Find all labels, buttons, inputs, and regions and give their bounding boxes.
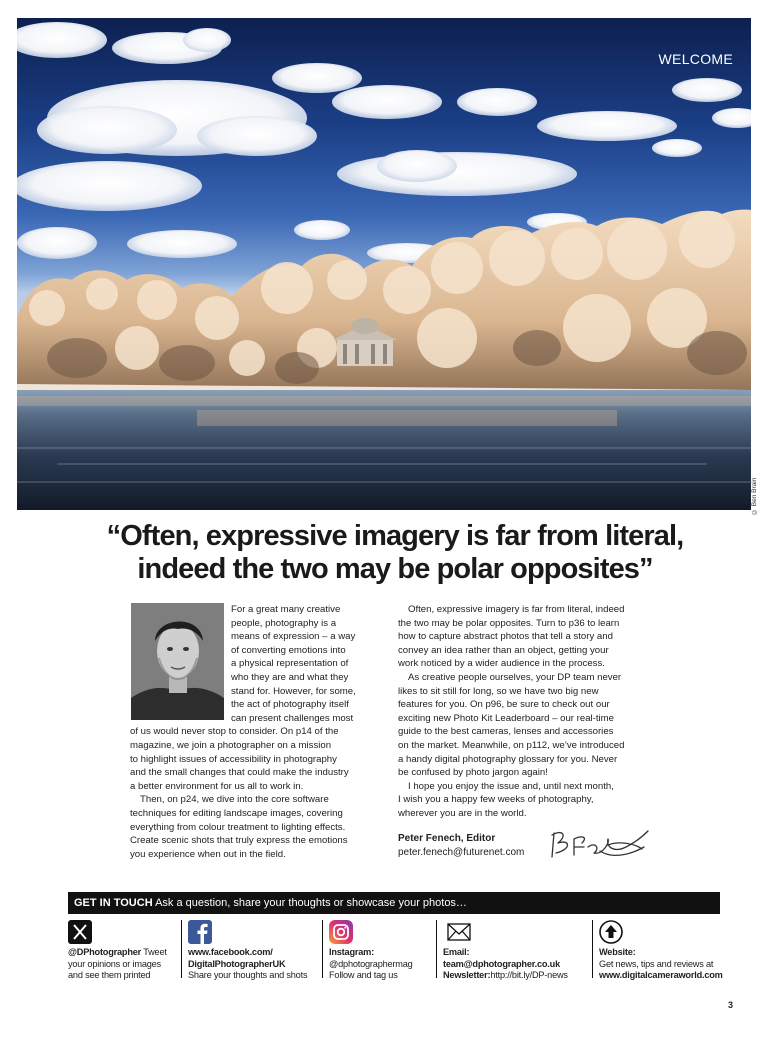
email-address[interactable]: team@dphotographer.co.uk xyxy=(443,958,560,969)
get-in-touch-subheading: Ask a question, share your thoughts or showcase your photos… xyxy=(155,897,467,909)
editorial-column-2 xyxy=(398,603,660,821)
text-line-content: Then, on p24, we dive into the core software xyxy=(140,794,329,806)
text-line: work noticed by a wider audience in the process. xyxy=(398,658,605,670)
facebook-text: Share your thoughts and shots xyxy=(188,970,308,981)
twitter-handle[interactable]: @DPhotographer xyxy=(68,947,142,957)
text-line: of converting emotions into xyxy=(231,644,346,656)
website-label: Website: xyxy=(599,947,636,957)
text-line-content: As creative people ourselves, your DP team never xyxy=(408,671,622,683)
hero-photo xyxy=(17,18,751,510)
instagram-icon xyxy=(329,920,353,944)
text-line: exciting new Photo Kit Leaderboard – our real-time xyxy=(398,712,614,724)
text-line-content: I hope you enjoy the issue and, until next month, xyxy=(408,780,614,792)
text-line: of us would never stop to consider. On p14 of the xyxy=(130,726,339,738)
get-in-touch-bar xyxy=(68,892,720,914)
text-line: likes to sit still for long, so we have two big new xyxy=(398,685,599,697)
facebook-icon xyxy=(188,920,212,944)
editor-name: Peter Fenech, Editor xyxy=(398,833,496,844)
editor-email-link[interactable]: peter.fenech@futurenet.com xyxy=(398,847,525,858)
text-line: a handy digital photography glossary for you. Never xyxy=(398,753,618,765)
headline-line-1: “Often, expressive imagery is far from literal, xyxy=(106,520,684,552)
get-in-touch-heading: GET IN TOUCH xyxy=(74,897,153,909)
page-number: 3 xyxy=(728,1000,734,1010)
text-line: be confused by photo jargon again! xyxy=(398,767,548,779)
instagram-handle[interactable]: @dphotographermag xyxy=(329,958,413,969)
facebook-url-line-1[interactable]: www.facebook.com/ xyxy=(188,947,273,957)
text-line xyxy=(398,671,660,685)
contact-divider xyxy=(592,920,593,978)
website-text: Get news, tips and reviews at xyxy=(599,958,714,969)
text-line: to highlight issues of accessibility in photography xyxy=(130,753,337,765)
text-line: stand for. However, for some, xyxy=(231,685,356,697)
newsletter-label: Newsletter: xyxy=(443,970,491,981)
instagram-text: Follow and tag us xyxy=(329,970,398,981)
editorial-column-1 xyxy=(130,603,380,861)
text-line: a better environment for us all to work in. xyxy=(130,780,304,792)
text-line xyxy=(398,780,660,794)
contact-email[interactable] xyxy=(443,920,568,982)
section-label: WELCOME xyxy=(658,51,733,67)
newsletter-url[interactable]: http://bit.ly/DP-news xyxy=(490,970,568,981)
contact-divider xyxy=(322,920,323,978)
text-line: techniques for editing landscape images, covering xyxy=(130,807,343,819)
text-line: guide to the best cameras, lenses and accessories xyxy=(398,726,614,738)
arrow-up-circle-icon xyxy=(599,920,623,944)
text-line: you experience when out in the field. xyxy=(130,848,286,860)
text-line-content: Often, expressive imagery is far from literal, indeed xyxy=(408,604,625,615)
text-line: means of expression – a way xyxy=(231,631,356,643)
text-line: who they are and what they xyxy=(231,671,349,683)
photo-credit: © Ben Brain xyxy=(751,477,758,515)
text-line: can present challenges most xyxy=(231,712,354,724)
text-line: Create scenic shots that truly express the emotions xyxy=(130,835,348,847)
infrared-landscape-illustration xyxy=(17,18,751,510)
text-line: wherever you are in the world. xyxy=(398,807,527,819)
contact-instagram[interactable] xyxy=(329,920,413,982)
text-line: people, photography is a xyxy=(231,617,337,629)
text-line: and the small changes that could make the industry xyxy=(130,767,349,779)
text-line: the act of photography itself xyxy=(231,699,349,711)
contact-facebook[interactable] xyxy=(188,920,307,982)
text-line: the two may be polar opposites. Turn to p36 to learn xyxy=(398,617,620,629)
text-line: magazine, we join a photographer on a mission xyxy=(130,739,332,751)
editor-signature xyxy=(548,825,652,865)
contact-divider xyxy=(436,920,437,978)
twitter-text-3: and see them printed xyxy=(68,970,151,981)
twitter-text-2: your opinions or images xyxy=(68,958,161,969)
text-line xyxy=(398,603,660,617)
x-logo-icon xyxy=(68,920,92,944)
envelope-icon xyxy=(443,920,475,944)
text-line: features for you. On p96, be sure to check out our xyxy=(398,699,610,711)
lake xyxy=(17,390,751,510)
trees xyxy=(17,210,751,398)
facebook-url-line-2[interactable]: DigitalPhotographerUK xyxy=(188,958,286,969)
text-line: a physical representation of xyxy=(231,658,349,670)
contact-divider xyxy=(181,920,182,978)
text-line xyxy=(130,793,380,807)
headline-line-2: indeed the two may be polar opposites” xyxy=(137,553,653,585)
text-line: on the market. Meanwhile, on p112, we’ve introduced xyxy=(398,739,625,751)
text-line: how to capture abstract photos that tell a story and xyxy=(398,631,613,643)
twitter-text: Tweet xyxy=(143,947,167,957)
contact-website[interactable] xyxy=(599,920,723,982)
contact-twitter[interactable] xyxy=(68,920,167,982)
website-url[interactable]: www.digitalcameraworld.com xyxy=(599,970,723,981)
headline xyxy=(60,520,730,586)
text-line: I wish you a happy few weeks of photography, xyxy=(398,794,594,806)
text-line: For a great many creative xyxy=(231,604,341,615)
instagram-label: Instagram: xyxy=(329,947,374,957)
email-label: Email: xyxy=(443,947,470,957)
text-line: everything from colour treatment to lighting effects. xyxy=(130,821,346,833)
text-line: convey an idea rather than an object, getting your xyxy=(398,644,609,656)
